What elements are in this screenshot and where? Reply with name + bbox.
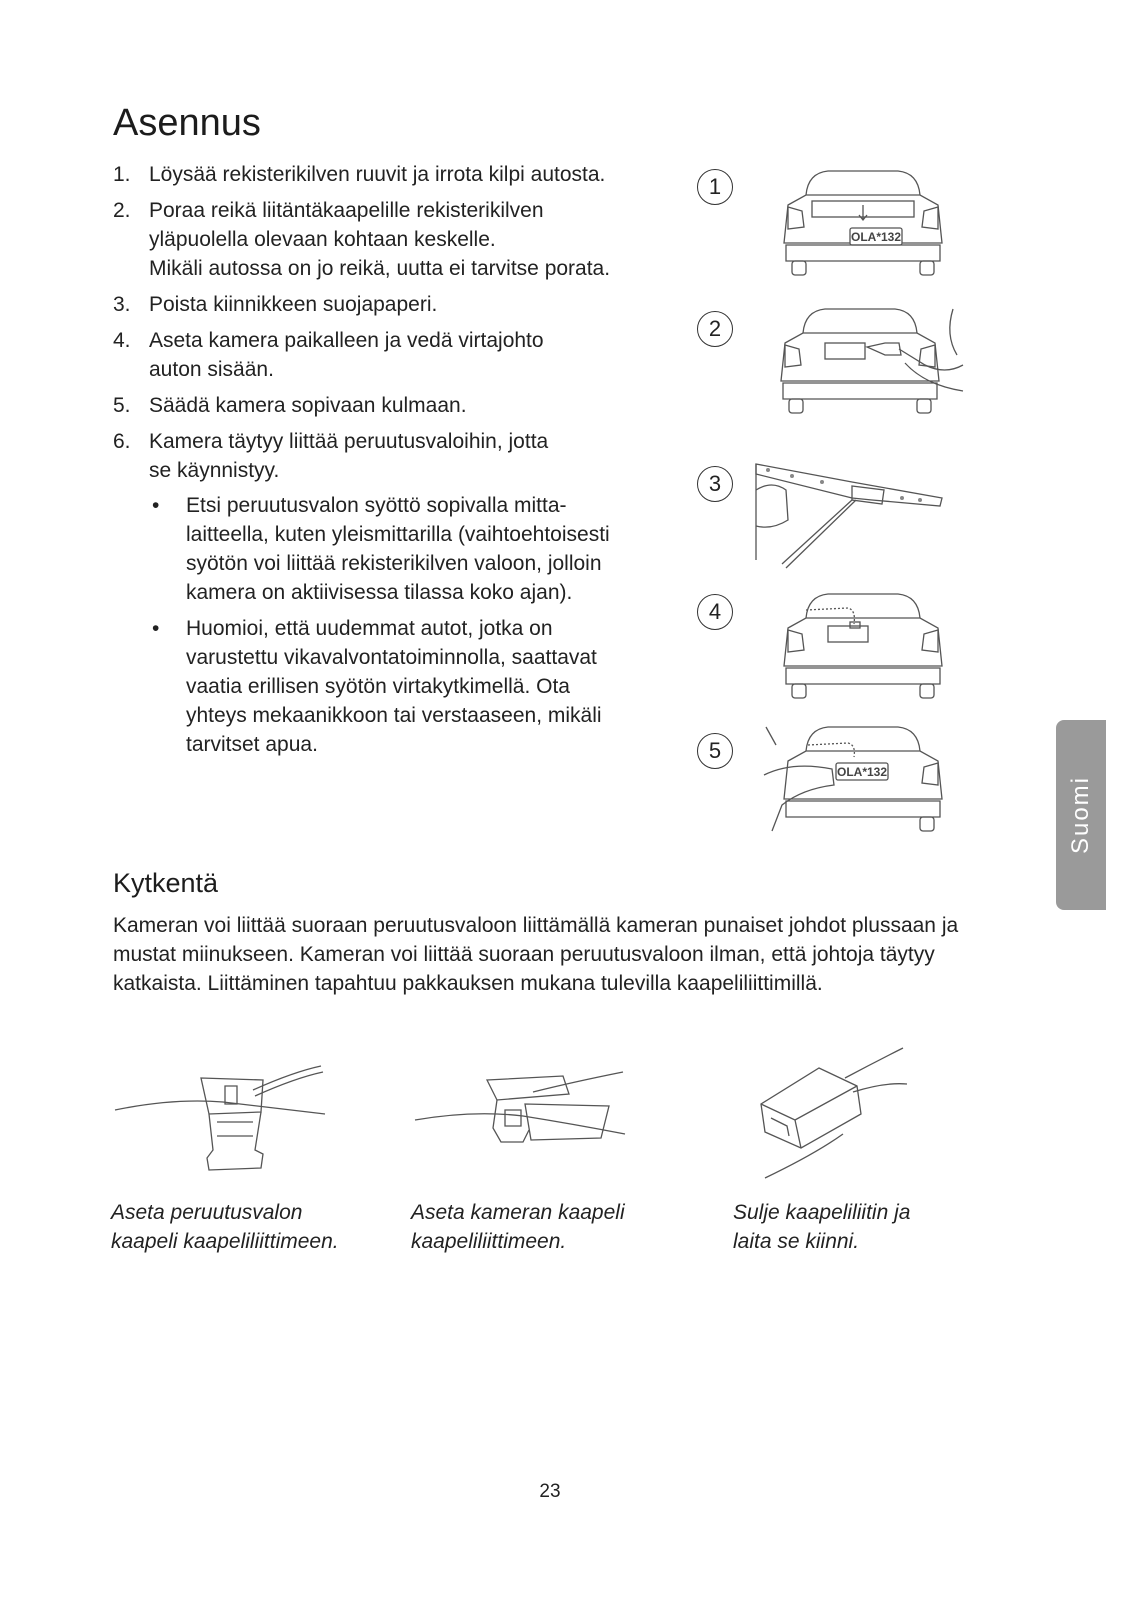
caption-step-2 <box>411 1198 625 1256</box>
step-item <box>113 427 673 759</box>
step-6-notes <box>149 491 673 759</box>
note-text: syötön voi liittää rekisterikilven valoon, jolloin <box>186 552 602 575</box>
caption-text: Aseta peruutusvalon <box>111 1201 303 1224</box>
caption-step-1 <box>111 1198 339 1256</box>
step-text: Kamera täytyy liittää peruutusvaloihin, jotta <box>149 430 549 453</box>
plate-text: OLA*132 <box>836 765 888 779</box>
note-text: Huomioi, että uudemmat autot, jotka on <box>186 617 553 640</box>
section-title: Kytkentä <box>113 868 219 898</box>
step-item <box>113 326 673 384</box>
step-text: Säädä kamera sopivaan kulmaan. <box>149 394 467 417</box>
note-text: varustettu vikavalvontatoiminnolla, saattavat <box>186 646 597 669</box>
note-text: vaatia erillisen syötön virtakytkimellä. Ota <box>186 675 570 698</box>
step-item <box>113 391 673 420</box>
step-text: Löysää rekisterikilven ruuvit ja irrota kilpi autosta. <box>149 163 606 186</box>
step-item <box>113 290 673 319</box>
step-item <box>113 160 673 189</box>
car-rear-illustration-1 <box>778 165 948 280</box>
car-drilling-illustration <box>775 305 965 420</box>
connection-paragraph: Kameran voi liittää suoraan peruutusvaloon liittämällä kameran punaiset johdot plussaan ja mustat miinukseen. Kameran voi liittää suoraan peruutusvaloon ilman, että johtoja täytyy katkaista. Liittäminen tapahtuu pakkauksen mukana tulevilla kaapeliliittimillä. <box>113 914 959 995</box>
bullet-icon: • <box>152 617 160 640</box>
car-rear-illustration-4 <box>778 588 948 703</box>
connector-cable-illustration <box>413 1058 628 1158</box>
step-text: Poista kiinnikkeen suojapaperi. <box>149 293 438 316</box>
step-text: auton sisään. <box>149 358 274 381</box>
page-number: 23 <box>539 1481 561 1502</box>
step-number: 5. <box>113 394 131 417</box>
step-text: yläpuolella olevaan kohtaan keskelle. <box>149 228 496 251</box>
figure-number-1: 1 <box>697 169 733 205</box>
step-item <box>113 196 673 283</box>
note-text: tarvitset apua. <box>186 733 318 756</box>
figure-number-5: 5 <box>697 733 733 769</box>
caption-text: Sulje kaapeliliitin ja <box>733 1201 911 1224</box>
note-text: kamera on aktiivisessa tilassa koko ajan). <box>186 581 573 604</box>
step-text: Poraa reikä liitäntäkaapelille rekisterikilven <box>149 199 544 222</box>
step-number: 2. <box>113 199 131 222</box>
figure-number-2: 2 <box>697 311 733 347</box>
page-title: Asennus <box>113 102 261 144</box>
step-text: Mikäli autossa on jo reikä, uutta ei tarvitse porata. <box>149 257 611 280</box>
language-tab-label: Suomi <box>1067 775 1094 855</box>
figure-number-3: 3 <box>697 466 733 502</box>
step-number: 6. <box>113 430 131 453</box>
bracket-peel-illustration <box>752 460 947 570</box>
caption-text: kaapeliliittimeen. <box>411 1230 567 1253</box>
connector-closed-illustration <box>735 1044 910 1179</box>
step-number: 3. <box>113 293 131 316</box>
car-plate-mount-illustration <box>762 725 948 835</box>
note-text: yhteys mekaanikkoon tai verstaaseen, mikäli <box>186 704 602 727</box>
note-text: laitteella, kuten yleismittarilla (vaihtoehtoisesti <box>186 523 610 546</box>
note-item <box>149 491 673 607</box>
step-text: Aseta kamera paikalleen ja vedä virtajohto <box>149 329 544 352</box>
language-tab <box>1056 720 1106 910</box>
caption-step-3 <box>733 1198 910 1256</box>
step-number: 4. <box>113 329 131 352</box>
caption-text: kaapeli kaapeliliittimeen. <box>111 1230 339 1253</box>
note-item <box>149 614 673 759</box>
installation-steps <box>113 160 673 766</box>
caption-text: laita se kiinni. <box>733 1230 860 1253</box>
connector-insert-illustration <box>113 1058 328 1178</box>
step-number: 1. <box>113 163 131 186</box>
step-text: se käynnistyy. <box>149 459 280 482</box>
note-text: Etsi peruutusvalon syöttö sopivalla mitta- <box>186 494 567 517</box>
plate-text: OLA*132 <box>850 230 902 244</box>
caption-text: Aseta kameran kaapeli <box>411 1201 625 1224</box>
bullet-icon: • <box>152 494 160 517</box>
figure-number-4: 4 <box>697 594 733 630</box>
